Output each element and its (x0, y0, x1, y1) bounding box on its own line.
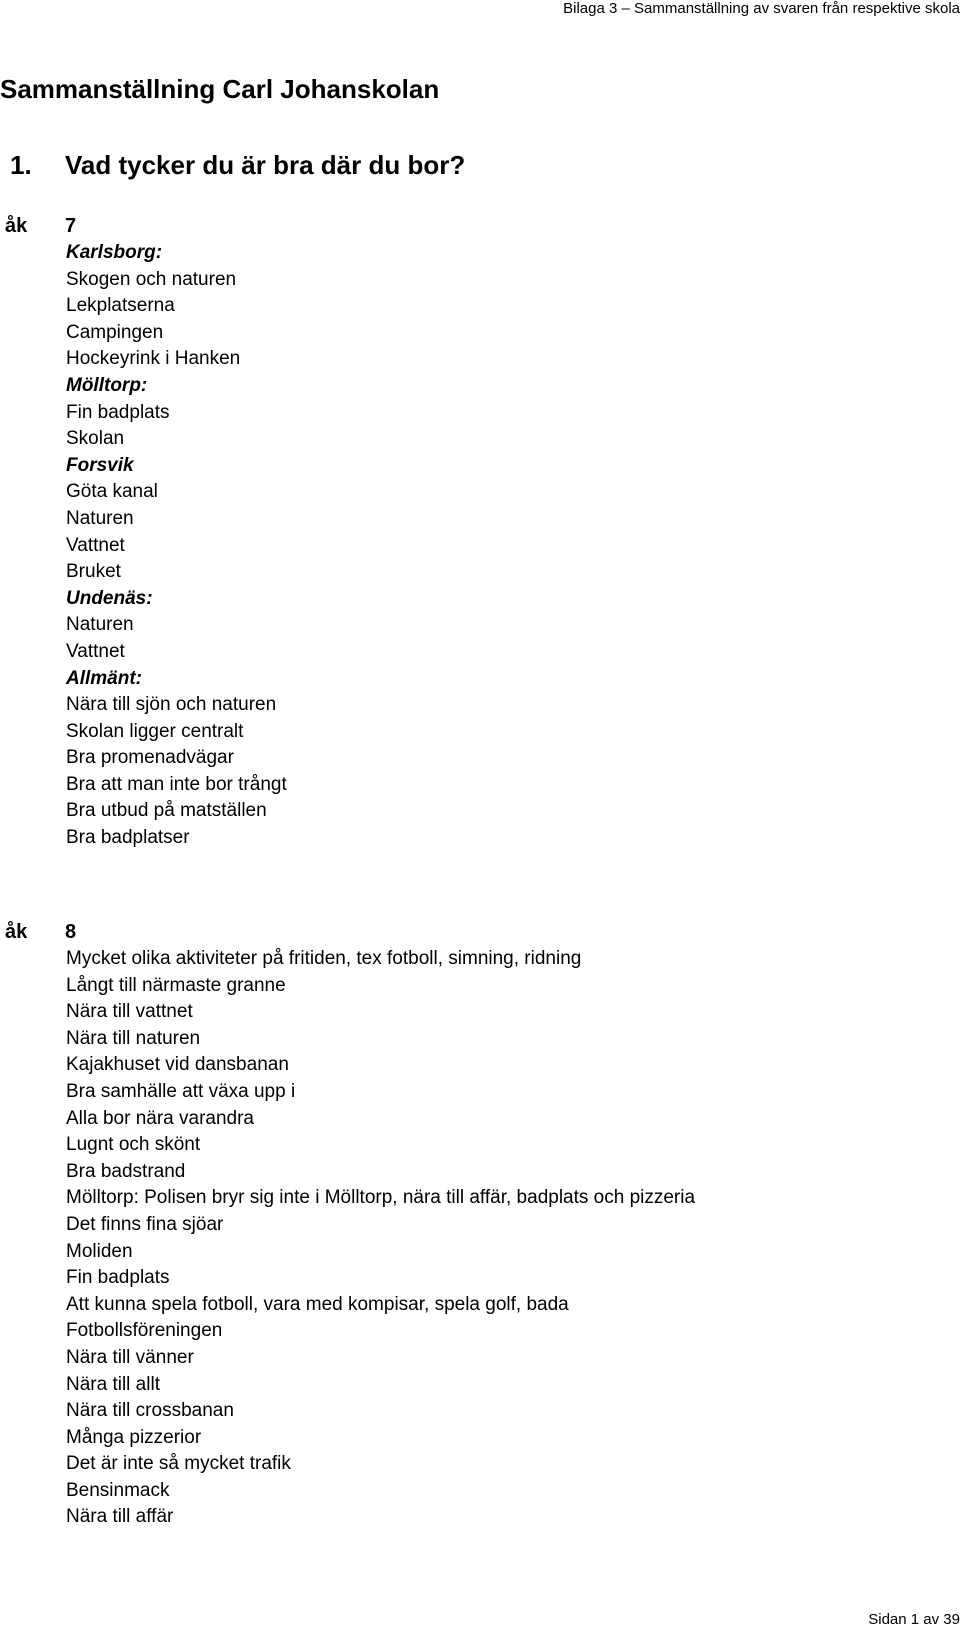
answer-item: Bra badplatser (66, 827, 190, 849)
grade-number: 7 (65, 215, 77, 237)
answer-item: Nära till vattnet (66, 1001, 193, 1023)
answer-item: Kajakhuset vid dansbanan (66, 1054, 289, 1076)
answer-item: Lugnt och skönt (66, 1134, 201, 1156)
answer-item: Skogen och naturen (66, 268, 237, 290)
answer-item: Många pizzerior (66, 1426, 202, 1448)
question-number: 1. (10, 150, 32, 180)
answer-item: Hockeyrink i Hanken (66, 348, 241, 370)
answer-item: Naturen (66, 614, 134, 636)
answer-item: Fin badplats (66, 1267, 170, 1289)
answer-item: Bruket (66, 561, 121, 583)
answer-item: Fin badplats (66, 401, 170, 423)
answer-item: Bra promenadvägar (66, 747, 234, 769)
grade-7-label (5, 213, 76, 239)
document-title: Sammanställning Carl Johanskolan (0, 74, 440, 104)
page-header: Bilaga 3 – Sammanställning av svaren från respektive skola (563, 0, 960, 17)
answer-item: Bra badstrand (66, 1160, 186, 1182)
location-heading: Mölltorp: (66, 374, 148, 396)
answer-item: Lekplatserna (66, 295, 175, 317)
page-number: Sidan 1 av 39 (868, 1611, 960, 1628)
location-heading: Allmänt: (66, 667, 142, 689)
answer-item: Alla bor nära varandra (66, 1107, 254, 1129)
answer-item: Bensinmack (66, 1479, 170, 1501)
answer-item: Det är inte så mycket trafik (66, 1453, 291, 1475)
answer-item: Nära till affär (66, 1506, 174, 1528)
location-heading: Karlsborg: (66, 242, 163, 263)
answer-item: Nära till naturen (66, 1027, 201, 1049)
answer-item: Campingen (66, 321, 164, 343)
answer-item: Göta kanal (66, 481, 158, 503)
answer-item: Mycket olika aktiviteter på fritiden, tex fotboll, simning, ridning (66, 948, 582, 969)
answer-item: Att kunna spela fotboll, vara med kompisar, spela golf, bada (66, 1293, 569, 1315)
answer-item: Bra utbud på matställen (66, 800, 267, 822)
location-heading: Forsvik (66, 454, 134, 476)
answer-item: Långt till närmaste granne (66, 974, 286, 996)
location-heading: Undenäs: (66, 587, 153, 609)
grade-prefix: åk (5, 921, 28, 943)
answer-item: Fotbollsföreningen (66, 1320, 223, 1342)
grade-8-answer-list (66, 946, 695, 1531)
grade-7-answer-list (66, 240, 287, 852)
answer-item: Bra samhälle att växa upp i (66, 1080, 296, 1102)
answer-item: Det finns fina sjöar (66, 1213, 224, 1235)
answer-item: Nära till allt (66, 1373, 160, 1395)
answer-item: Nära till crossbanan (66, 1400, 234, 1422)
answer-item: Vattnet (66, 640, 125, 662)
grade-8-label (5, 919, 76, 945)
answer-item: Nära till vänner (66, 1346, 194, 1368)
answer-item: Mölltorp: Polisen bryr sig inte i Mölltorp, nära till affär, badplats och pizzeria (66, 1187, 696, 1209)
answer-item: Moliden (66, 1240, 133, 1262)
answer-item: Vattnet (66, 534, 125, 556)
answer-item: Skolan ligger centralt (66, 720, 244, 742)
answer-item: Naturen (66, 507, 134, 529)
answer-item: Nära till sjön och naturen (66, 694, 277, 716)
answer-item: Bra att man inte bor trångt (66, 773, 287, 795)
answer-item: Skolan (66, 428, 125, 450)
question-heading (10, 148, 465, 182)
grade-prefix: åk (5, 215, 28, 237)
question-text: Vad tycker du är bra där du bor? (65, 150, 466, 180)
grade-number: 8 (65, 921, 77, 943)
